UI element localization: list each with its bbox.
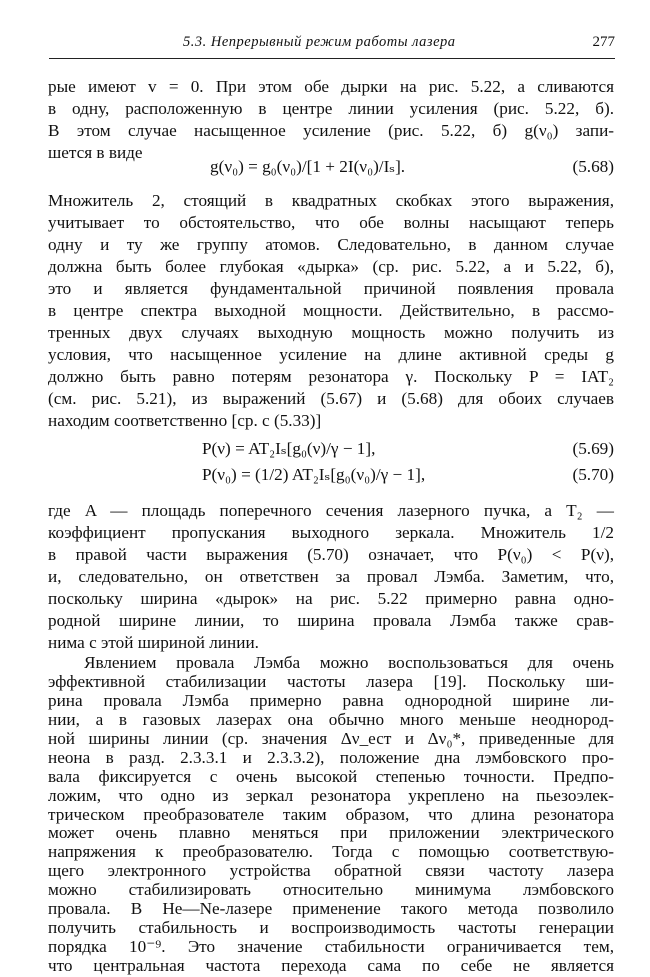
text-line: Явлением провала Лэмба можно воспользоваться для очень	[84, 653, 614, 672]
equation-number: (5.69)	[572, 439, 614, 458]
text-line: должна быть более глубокая «дырка» (ср. рис. 5.22, a и 5.22, б),	[48, 257, 614, 276]
text-line: провала. В He—Ne-лазере применение такого метода позволило	[48, 899, 614, 918]
text-line: в одну, расположенную в центре линии усиления (рис. 5.22, б).	[48, 99, 614, 118]
text-line: может очень плавно меняться при приложении электрического	[48, 823, 614, 842]
text-line: родной ширине линии, то ширина провала Лэмба также срав-	[48, 611, 614, 630]
text-line: трическом преобразователе таким образом, что длина резонатора	[48, 805, 614, 824]
equation-formula: P(ν₀) = (1/2) AT₂Iₛ[g₀(ν₀)/γ − 1],	[202, 465, 426, 484]
text-line: щего электронного устройства обратной связи частоту лазера	[48, 861, 614, 880]
text-line: поскольку ширина «дырок» на рис. 5.22 примерно равна одно-	[48, 589, 614, 608]
text-line: это и является фундаментальной причиной появления провала	[48, 279, 614, 298]
text-line: тренных двух случаях выходную мощность можно получить из	[48, 323, 614, 342]
text-line: одну и ту же группу атомов. Следовательно, в данном случае	[48, 235, 614, 254]
equation-formula: g(ν₀) = g₀(ν₀)/[1 + 2I(ν₀)/Iₛ].	[210, 157, 406, 176]
text-line: условия, что насыщенное усиление на длине активной среды g	[48, 345, 614, 364]
text-line: учитывает то обстоятельство, что обе волны насыщают теперь	[48, 213, 614, 232]
text-line: ложим, что одно из зеркал резонатора укреплено на пьезоэлек-	[48, 786, 614, 805]
text-line: неона в разд. 2.3.3.1 и 2.3.3.2), положение дна лэмбовского про-	[48, 748, 614, 767]
equation-number: (5.70)	[572, 465, 614, 484]
text-line: шется в виде	[48, 143, 143, 162]
text-line: получить стабильность и воспроизводимость частоты генерации	[48, 918, 614, 937]
equation-formula: P(ν) = AT₂Iₛ[g₀(ν)/γ − 1],	[202, 439, 376, 458]
text-line: можно стабилизировать относительно минимума лэмбовского	[48, 880, 614, 899]
text-line: коэффициент пропускания выходного зеркала. Множитель 1/2	[48, 523, 614, 542]
text-line: (см. рис. 5.21), из выражений (5.67) и (5.68) для обоих случаев	[48, 389, 614, 408]
text-line: находим соответственно [ср. с (5.33)]	[48, 411, 322, 430]
text-line: напряжения к преобразователю. Тогда с помощью соответствую-	[48, 842, 614, 861]
text-line: в центре спектра выходной мощности. Действительно, в рассмо-	[48, 301, 614, 320]
equation-5-70	[48, 463, 614, 487]
text-line: рина провала Лэмба примерно равна однородной ширине ли-	[48, 691, 614, 710]
text-line: В этом случае насыщенное усиление (рис. 5.22, б) g(ν₀) запи-	[48, 121, 614, 140]
text-line: нии, а в газовых лазерах она обычно много меньше неоднород-	[48, 710, 614, 729]
running-header	[49, 32, 615, 59]
text-line: рые имеют v = 0. При этом обе дырки на рис. 5.22, a сливаются	[48, 77, 614, 96]
page-number: 277	[592, 34, 615, 50]
text-line: должно быть равно потерям резонатора γ. Поскольку P = IAT₂	[48, 367, 614, 386]
equation-number: (5.68)	[572, 157, 614, 176]
text-line: Множитель 2, стоящий в квадратных скобках этого выражения,	[48, 191, 614, 210]
equation-5-69	[48, 437, 614, 461]
text-line: что центральная частота перехода сама по себе не является	[48, 956, 614, 975]
text-line: эффективной стабилизации частоты лазера [19]. Поскольку ши-	[48, 672, 614, 691]
text-line: вала фиксируется с очень высокой степенью точности. Предпо-	[48, 767, 614, 786]
text-line: где A — площадь поперечного сечения лазерного пучка, а T₂ —	[48, 501, 614, 520]
equation-5-68	[48, 155, 614, 179]
section-title: 5.3. Непрерывный режим работы лазера	[183, 34, 456, 50]
text-line: порядка 10⁻⁹. Это значение стабильности ограничивается тем,	[48, 937, 614, 956]
text-line: нима с этой шириной линии.	[48, 633, 259, 652]
text-line: ной ширины линии (ср. значения Δν_ест и Δν₀*, приведенные для	[48, 729, 614, 748]
text-line: в правой части выражения (5.70) означает, что P(ν₀) < P(ν),	[48, 545, 614, 564]
text-line: и, следовательно, он ответствен за провал Лэмба. Заметим, что,	[48, 567, 614, 586]
